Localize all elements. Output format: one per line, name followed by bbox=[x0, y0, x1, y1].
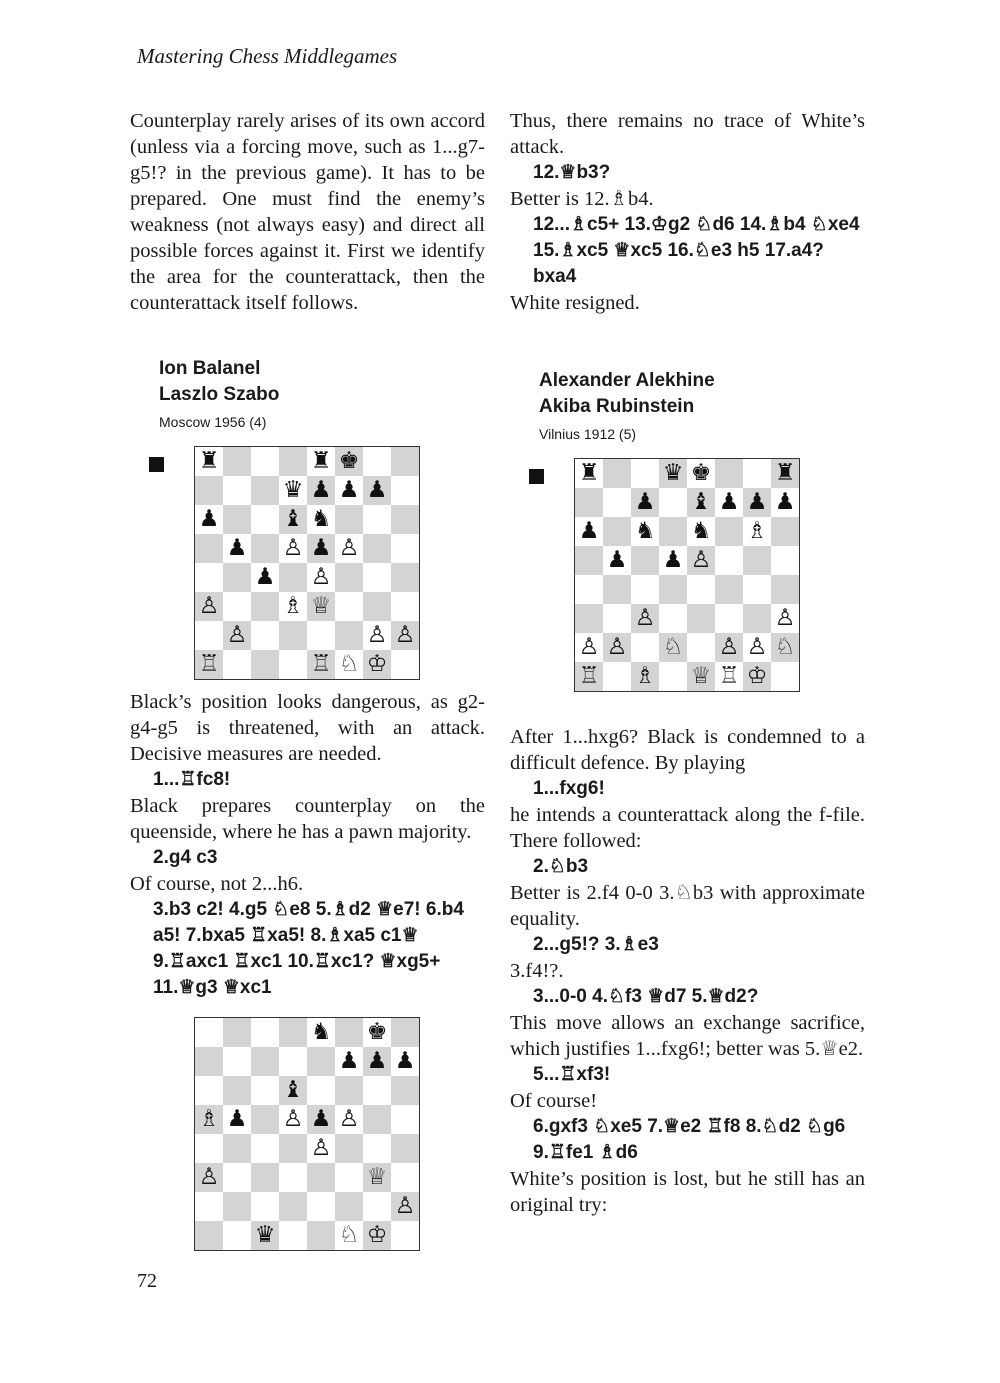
black-pawn-icon: ♟ bbox=[307, 1105, 335, 1134]
board-square bbox=[307, 1047, 335, 1076]
board-square bbox=[715, 459, 743, 488]
black-knight-icon: ♞ bbox=[307, 505, 335, 534]
white-pawn-icon: ♙ bbox=[335, 1105, 363, 1134]
board-square bbox=[195, 563, 223, 592]
board-square bbox=[335, 1192, 363, 1221]
board-square bbox=[195, 621, 223, 650]
board-square bbox=[743, 575, 771, 604]
board-square bbox=[251, 1163, 279, 1192]
board-square bbox=[307, 1163, 335, 1192]
white-pawn-icon: ♙ bbox=[771, 604, 799, 633]
board-square bbox=[391, 534, 419, 563]
board-square bbox=[391, 476, 419, 505]
board-square bbox=[279, 1163, 307, 1192]
board-square bbox=[223, 592, 251, 621]
white-knight-icon: ♘ bbox=[335, 650, 363, 679]
board-square bbox=[251, 447, 279, 476]
board-square bbox=[279, 621, 307, 650]
white-pawn-icon: ♙ bbox=[715, 633, 743, 662]
move-line: 1...♖fc8! bbox=[153, 769, 231, 790]
commentary-paragraph: Black prepares counterplay on the queenside, where he has a pawn majority. bbox=[130, 795, 485, 843]
board-square bbox=[223, 1192, 251, 1221]
move-line: 2.♘b3 bbox=[533, 856, 589, 877]
board-square bbox=[603, 575, 631, 604]
diagram-1-wrap bbox=[130, 446, 485, 682]
black-bishop-icon: ♝ bbox=[279, 505, 307, 534]
commentary-paragraph: This move allows an exchange sacrifice, which justifies 1...fxg6!; better was 5.♕e2. bbox=[510, 1012, 865, 1060]
commentary-paragraph: White resigned. bbox=[510, 292, 640, 314]
black-pawn-icon: ♟ bbox=[363, 1047, 391, 1076]
board-square bbox=[391, 1134, 419, 1163]
black-queen-icon: ♛ bbox=[659, 459, 687, 488]
board-square bbox=[575, 604, 603, 633]
black-pawn-icon: ♟ bbox=[307, 534, 335, 563]
black-bishop-icon: ♝ bbox=[279, 1076, 307, 1105]
board-square bbox=[743, 546, 771, 575]
white-pawn-icon: ♙ bbox=[363, 621, 391, 650]
board-square bbox=[223, 1221, 251, 1250]
board-square bbox=[363, 1105, 391, 1134]
white-rook-icon: ♖ bbox=[307, 650, 335, 679]
board-square bbox=[771, 546, 799, 575]
board-square bbox=[251, 1076, 279, 1105]
commentary-paragraph: 3.f4!?. bbox=[510, 960, 564, 982]
commentary-paragraph: After 1...hxg6? Black is condemned to a difficult defence. By playing bbox=[510, 726, 865, 774]
white-pawn-icon: ♙ bbox=[743, 633, 771, 662]
board-square bbox=[391, 563, 419, 592]
move-line: 12.♕b3? bbox=[533, 162, 611, 183]
move-line: 6.gxf3 ♘xe5 7.♕e2 ♖f8 8.♘d2 ♘g6 9.♖fe1 ♗d6 bbox=[533, 1116, 846, 1163]
white-pawn-icon: ♙ bbox=[335, 534, 363, 563]
white-knight-icon: ♘ bbox=[335, 1221, 363, 1250]
black-pawn-icon: ♟ bbox=[251, 563, 279, 592]
black-bishop-icon: ♝ bbox=[687, 488, 715, 517]
white-pawn-icon: ♙ bbox=[307, 1134, 335, 1163]
black-pawn-icon: ♟ bbox=[631, 488, 659, 517]
board-square bbox=[659, 517, 687, 546]
black-rook-icon: ♜ bbox=[771, 459, 799, 488]
commentary-paragraph: Of course, not 2...h6. bbox=[130, 873, 304, 895]
board-square bbox=[603, 488, 631, 517]
board-square bbox=[659, 488, 687, 517]
board-square bbox=[335, 592, 363, 621]
board-square bbox=[223, 563, 251, 592]
black-king-icon: ♚ bbox=[335, 447, 363, 476]
board-square bbox=[363, 447, 391, 476]
board-square bbox=[307, 1192, 335, 1221]
white-bishop-icon: ♗ bbox=[631, 662, 659, 691]
move-line: 5...♖xf3! bbox=[533, 1064, 611, 1085]
white-pawn-icon: ♙ bbox=[279, 1105, 307, 1134]
black-pawn-icon: ♟ bbox=[307, 476, 335, 505]
board-square bbox=[363, 505, 391, 534]
board-square bbox=[251, 505, 279, 534]
page-number: 72 bbox=[137, 1270, 157, 1292]
black-pawn-icon: ♟ bbox=[715, 488, 743, 517]
board-square bbox=[391, 1018, 419, 1047]
commentary-paragraph: Better is 2.f4 0-0 3.♘b3 with approximate equality. bbox=[510, 882, 865, 930]
board-square bbox=[279, 447, 307, 476]
board-square bbox=[391, 592, 419, 621]
white-pawn-icon: ♙ bbox=[631, 604, 659, 633]
board-square bbox=[223, 505, 251, 534]
board-square bbox=[391, 1105, 419, 1134]
board-square bbox=[223, 447, 251, 476]
board-square bbox=[715, 546, 743, 575]
white-king-icon: ♔ bbox=[363, 650, 391, 679]
board-square bbox=[363, 592, 391, 621]
board-square bbox=[251, 592, 279, 621]
black-pawn-icon: ♟ bbox=[603, 546, 631, 575]
commentary-paragraph: Better is 12.♗b4. bbox=[510, 188, 654, 210]
board-square bbox=[687, 575, 715, 604]
white-king-icon: ♔ bbox=[743, 662, 771, 691]
move-line: 2.g4 c3 bbox=[153, 847, 218, 868]
board-square bbox=[195, 1221, 223, 1250]
board-square bbox=[687, 604, 715, 633]
board-square bbox=[603, 662, 631, 691]
white-player-name: Ion Balanel bbox=[159, 358, 261, 379]
move-line: 3.b3 c2! 4.g5 ♘e8 5.♗d2 ♕e7! 6.b4 a5! 7.bxa5 ♖xa5! 8.♗xa5 c1♕ 9.♖axc1 ♖xc1 10.♖xc1? ♕xg5+ 11.♕g3 ♕xc1 bbox=[153, 899, 464, 998]
board-square bbox=[335, 505, 363, 534]
board-square bbox=[771, 517, 799, 546]
board-square bbox=[251, 1192, 279, 1221]
board-square bbox=[195, 1192, 223, 1221]
white-knight-icon: ♘ bbox=[659, 633, 687, 662]
board-square bbox=[631, 546, 659, 575]
black-pawn-icon: ♟ bbox=[223, 1105, 251, 1134]
board-square bbox=[335, 1076, 363, 1105]
board-square bbox=[223, 1076, 251, 1105]
game-event: Vilnius 1912 (5) bbox=[539, 426, 637, 442]
board-square bbox=[279, 1047, 307, 1076]
board-square bbox=[391, 1076, 419, 1105]
commentary-paragraph: Black’s position looks dangerous, as g2-g4-g5 is threatened, with an attack. Decisive measures are needed. bbox=[130, 691, 485, 765]
left-column bbox=[130, 108, 485, 1253]
game-event: Moscow 1956 (4) bbox=[159, 414, 267, 430]
board-square bbox=[195, 1134, 223, 1163]
board-square bbox=[251, 476, 279, 505]
running-header: Mastering Chess Middlegames bbox=[137, 44, 398, 68]
move-line: 1...fxg6! bbox=[533, 778, 605, 799]
board-square bbox=[363, 1134, 391, 1163]
move-line: 2...g5!? 3.♗e3 bbox=[533, 934, 659, 955]
board-square bbox=[391, 1221, 419, 1250]
board-square bbox=[279, 650, 307, 679]
board-square bbox=[363, 1192, 391, 1221]
board-square bbox=[363, 563, 391, 592]
board-square bbox=[391, 447, 419, 476]
board-square bbox=[335, 1018, 363, 1047]
move-line: 3...0-0 4.♘f3 ♕d7 5.♕d2? bbox=[533, 986, 759, 1007]
board-square bbox=[335, 621, 363, 650]
white-queen-icon: ♕ bbox=[687, 662, 715, 691]
board-square bbox=[251, 1018, 279, 1047]
commentary-paragraph: Thus, there remains no trace of White’s attack. bbox=[510, 110, 865, 158]
black-knight-icon: ♞ bbox=[687, 517, 715, 546]
board-square bbox=[223, 476, 251, 505]
board-square bbox=[195, 534, 223, 563]
board-square bbox=[195, 1018, 223, 1047]
board-square bbox=[603, 604, 631, 633]
board-square bbox=[743, 604, 771, 633]
black-rook-icon: ♜ bbox=[575, 459, 603, 488]
board-square bbox=[659, 662, 687, 691]
white-player-name: Alexander Alekhine bbox=[539, 370, 715, 391]
black-pawn-icon: ♟ bbox=[743, 488, 771, 517]
black-pawn-icon: ♟ bbox=[575, 517, 603, 546]
white-rook-icon: ♖ bbox=[715, 662, 743, 691]
board-square bbox=[335, 1163, 363, 1192]
white-pawn-icon: ♙ bbox=[391, 621, 419, 650]
board-square bbox=[603, 517, 631, 546]
white-knight-icon: ♘ bbox=[771, 633, 799, 662]
board-square bbox=[279, 563, 307, 592]
board-square bbox=[743, 459, 771, 488]
board-square bbox=[223, 1163, 251, 1192]
white-pawn-icon: ♙ bbox=[575, 633, 603, 662]
chess-diagram-2 bbox=[194, 1017, 420, 1251]
chess-diagram-3 bbox=[574, 458, 800, 692]
black-pawn-icon: ♟ bbox=[659, 546, 687, 575]
board-square bbox=[223, 650, 251, 679]
board-square bbox=[363, 1076, 391, 1105]
board-square bbox=[631, 459, 659, 488]
board-square bbox=[195, 476, 223, 505]
board-square bbox=[251, 534, 279, 563]
black-to-move-marker bbox=[529, 469, 544, 484]
move-line: 12...♗c5+ 13.♔g2 ♘d6 14.♗b4 ♘xe4 15.♗xc5 ♕xc5 16.♘e3 h5 17.a4? bxa4 bbox=[533, 214, 860, 287]
white-pawn-icon: ♙ bbox=[279, 534, 307, 563]
board-square bbox=[307, 1076, 335, 1105]
board-square bbox=[223, 1018, 251, 1047]
board-square bbox=[223, 1134, 251, 1163]
board-square bbox=[335, 1134, 363, 1163]
game-header-balanel-szabo bbox=[130, 356, 485, 432]
white-queen-icon: ♕ bbox=[363, 1163, 391, 1192]
board-square bbox=[279, 1134, 307, 1163]
black-pawn-icon: ♟ bbox=[335, 476, 363, 505]
game-header-alekhine-rubinstein bbox=[510, 368, 865, 444]
board-square bbox=[251, 621, 279, 650]
white-pawn-icon: ♙ bbox=[603, 633, 631, 662]
board-square bbox=[631, 575, 659, 604]
black-pawn-icon: ♟ bbox=[223, 534, 251, 563]
commentary-paragraph: Of course! bbox=[510, 1090, 598, 1112]
board-square bbox=[335, 563, 363, 592]
board-square bbox=[715, 575, 743, 604]
board-square bbox=[307, 621, 335, 650]
board-square bbox=[659, 575, 687, 604]
black-king-icon: ♚ bbox=[363, 1018, 391, 1047]
black-pawn-icon: ♟ bbox=[771, 488, 799, 517]
board-square bbox=[279, 1018, 307, 1047]
white-pawn-icon: ♙ bbox=[307, 563, 335, 592]
commentary-paragraph: White’s position is lost, but he still has an original try: bbox=[510, 1168, 865, 1216]
diagram-2-wrap bbox=[130, 1017, 485, 1253]
board-square bbox=[391, 650, 419, 679]
black-pawn-icon: ♟ bbox=[195, 505, 223, 534]
board-square bbox=[687, 633, 715, 662]
diagram-3-wrap bbox=[510, 458, 865, 694]
board-square bbox=[659, 604, 687, 633]
board-square bbox=[575, 546, 603, 575]
white-pawn-icon: ♙ bbox=[223, 621, 251, 650]
black-knight-icon: ♞ bbox=[631, 517, 659, 546]
board-square bbox=[575, 575, 603, 604]
board-square bbox=[251, 1105, 279, 1134]
white-bishop-icon: ♗ bbox=[279, 592, 307, 621]
board-square bbox=[223, 1047, 251, 1076]
black-player-name: Akiba Rubinstein bbox=[539, 396, 695, 417]
white-pawn-icon: ♙ bbox=[391, 1192, 419, 1221]
chess-diagram-1 bbox=[194, 446, 420, 680]
white-pawn-icon: ♙ bbox=[687, 546, 715, 575]
black-pawn-icon: ♟ bbox=[363, 476, 391, 505]
board-square bbox=[391, 505, 419, 534]
black-king-icon: ♚ bbox=[687, 459, 715, 488]
black-pawn-icon: ♟ bbox=[391, 1047, 419, 1076]
white-rook-icon: ♖ bbox=[195, 650, 223, 679]
board-square bbox=[631, 633, 659, 662]
board-square bbox=[575, 488, 603, 517]
board-square bbox=[771, 662, 799, 691]
white-rook-icon: ♖ bbox=[575, 662, 603, 691]
board-square bbox=[715, 604, 743, 633]
board-square bbox=[391, 1163, 419, 1192]
black-pawn-icon: ♟ bbox=[335, 1047, 363, 1076]
board-square bbox=[251, 1047, 279, 1076]
board-square bbox=[307, 1221, 335, 1250]
board-square bbox=[251, 650, 279, 679]
black-player-name: Laszlo Szabo bbox=[159, 384, 280, 405]
board-square bbox=[363, 534, 391, 563]
board-square bbox=[715, 517, 743, 546]
white-bishop-icon: ♗ bbox=[195, 1105, 223, 1134]
black-queen-icon: ♛ bbox=[279, 476, 307, 505]
board-square bbox=[279, 1221, 307, 1250]
white-pawn-icon: ♙ bbox=[195, 1163, 223, 1192]
board-square bbox=[279, 1192, 307, 1221]
board-square bbox=[195, 1047, 223, 1076]
black-knight-icon: ♞ bbox=[307, 1018, 335, 1047]
right-column bbox=[510, 108, 865, 1218]
black-rook-icon: ♜ bbox=[307, 447, 335, 476]
black-rook-icon: ♜ bbox=[195, 447, 223, 476]
commentary-paragraph: he intends a counterattack along the f-file. There followed: bbox=[510, 804, 865, 852]
white-king-icon: ♔ bbox=[363, 1221, 391, 1250]
board-square bbox=[251, 1134, 279, 1163]
white-pawn-icon: ♙ bbox=[195, 592, 223, 621]
black-to-move-marker bbox=[149, 457, 164, 472]
board-square bbox=[603, 459, 631, 488]
white-bishop-icon: ♗ bbox=[743, 517, 771, 546]
board-square bbox=[771, 575, 799, 604]
intro-paragraph: Counterplay rarely arises of its own accord (unless via a forcing move, such as 1...g7-g5!? in the previous game). It has to be prepared. One must find the enemy’s weakness (not always easy) and direct all possible forces against it. First we identify the area for the counterattack, then the counterattack itself follows. bbox=[130, 110, 485, 314]
board-square bbox=[195, 1076, 223, 1105]
black-queen-icon: ♛ bbox=[251, 1221, 279, 1250]
white-queen-icon: ♕ bbox=[307, 592, 335, 621]
